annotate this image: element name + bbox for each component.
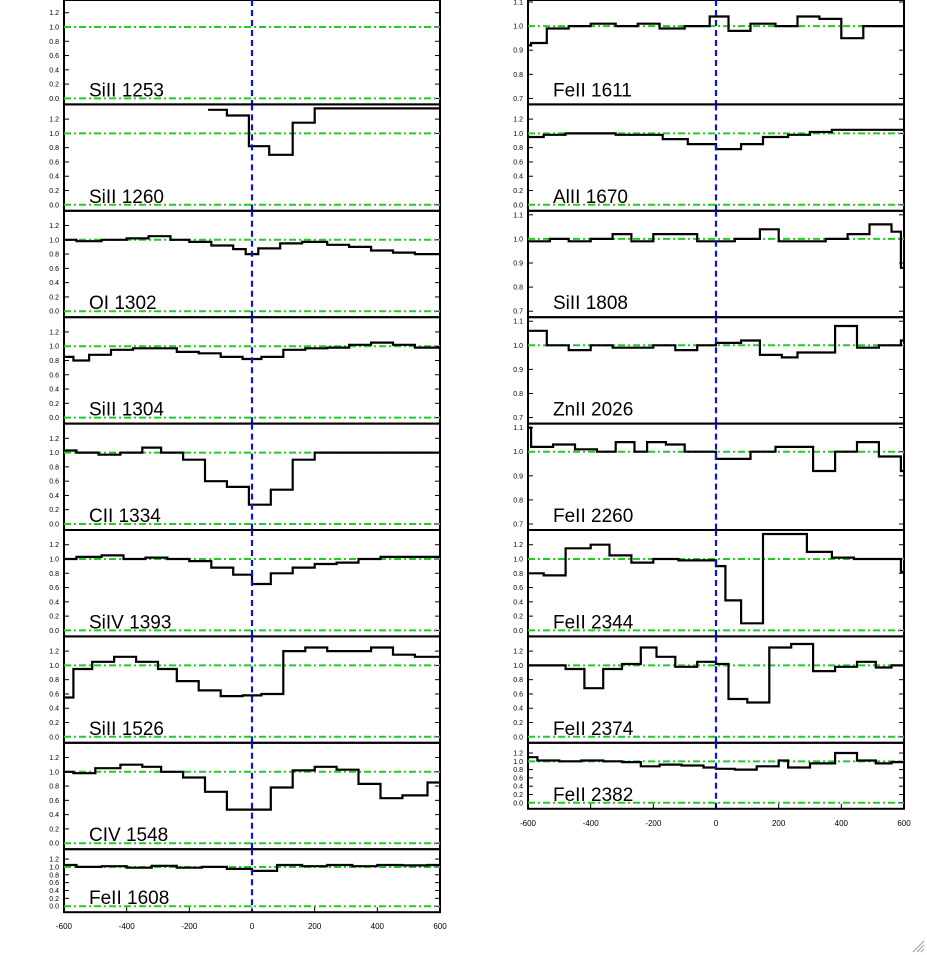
y-tick-label: 0.8: [513, 71, 523, 79]
y-tick-label: 0.6: [513, 691, 523, 699]
panel-oi-1302: [49, 211, 440, 317]
y-tick-label: 1.1: [513, 318, 523, 326]
ion-label: SiII 1260: [89, 186, 164, 208]
y-tick-label: 0.8: [513, 284, 523, 292]
y-tick-label: 1.2: [49, 648, 59, 656]
y-tick-label: 0.6: [513, 775, 523, 783]
y-tick-label: 0.8: [49, 357, 59, 365]
y-tick-label: 0.8: [513, 391, 523, 398]
panel-alii-1670: [513, 104, 904, 210]
y-tick-label: 0.4: [49, 705, 59, 713]
y-tick-label: 0.8: [513, 767, 523, 775]
panel-feii-1608: [49, 849, 447, 931]
panel-siii-1253: [49, 0, 440, 104]
y-tick-label: 1.0: [513, 23, 523, 31]
y-tick-label: 0.0: [49, 840, 59, 848]
y-tick-label: 0.2: [49, 613, 59, 621]
y-tick-label: 1.0: [49, 130, 59, 138]
y-tick-label: 1.0: [513, 130, 523, 138]
y-tick-label: 0.4: [513, 599, 523, 607]
y-tick-label: 1.2: [49, 755, 59, 763]
y-tick-label: 0.8: [49, 570, 59, 578]
y-tick-label: 1.2: [513, 648, 523, 656]
ion-label: FeII 2344: [553, 612, 634, 634]
y-tick-label: 1.0: [49, 343, 59, 351]
y-tick-label: 0.6: [49, 159, 59, 167]
y-tick-label: 1.0: [49, 662, 59, 670]
y-tick-label: 0.8: [49, 872, 59, 880]
y-tick-label: 0.9: [513, 473, 523, 481]
y-tick-label: 1.1: [513, 425, 523, 433]
y-tick-label: 0.0: [49, 202, 59, 210]
x-tick-label: -400: [118, 922, 135, 932]
x-tick-label: -400: [582, 818, 599, 828]
panel-feii-2374: [513, 636, 904, 742]
ion-label: SiII 1304: [89, 399, 164, 421]
y-tick-label: 0.4: [49, 492, 59, 500]
y-tick-label: 0.4: [49, 280, 59, 288]
x-tick-label: 200: [307, 922, 322, 932]
x-tick-label: -200: [181, 922, 198, 932]
y-tick-label: 0.2: [49, 895, 59, 903]
y-tick-label: 1.2: [49, 542, 59, 550]
panel-feii-2344: [513, 530, 904, 636]
y-tick-label: 0.2: [513, 188, 523, 196]
x-tick-label: 0: [249, 922, 255, 932]
ion-label: FeII 1611: [553, 80, 632, 102]
y-tick-label: 1.0: [513, 758, 523, 766]
y-tick-label: 0.4: [49, 173, 59, 181]
y-tick-label: 0.0: [513, 627, 523, 635]
y-tick-label: 0.0: [49, 734, 59, 742]
y-tick-label: 0.8: [49, 145, 59, 153]
y-tick-label: 0.8: [49, 464, 59, 472]
y-tick-label: 1.0: [49, 450, 59, 458]
panel-siii-1304: [49, 317, 440, 423]
y-tick-label: 0.8: [49, 783, 59, 791]
y-tick-label: 1.0: [49, 769, 59, 777]
x-tick-label: -600: [55, 922, 73, 932]
y-tick-label: 0.7: [513, 521, 523, 529]
panel-siii-1260: [49, 104, 440, 210]
y-tick-label: 0.0: [49, 308, 59, 316]
y-tick-label: 0.7: [513, 308, 523, 316]
x-tick-label: 400: [370, 922, 385, 932]
y-tick-label: 1.2: [513, 116, 523, 124]
y-tick-label: 0.0: [513, 800, 523, 808]
y-tick-label: 1.0: [513, 449, 523, 457]
y-tick-label: 0.8: [49, 251, 59, 259]
panel-znii-2026: [513, 317, 904, 423]
x-tick-label: 600: [433, 922, 447, 932]
y-tick-label: 0.9: [513, 260, 523, 268]
y-tick-label: 0.8: [49, 38, 59, 46]
y-tick-label: 1.0: [49, 556, 59, 564]
ion-label: OI 1302: [89, 293, 157, 315]
ion-label: FeII 2260: [553, 506, 634, 527]
y-tick-label: 1.0: [49, 864, 59, 872]
y-tick-label: 0.2: [49, 826, 59, 834]
ion-label: SiII 1526: [89, 718, 164, 740]
y-tick-label: 1.1: [513, 0, 523, 7]
y-tick-label: 0.6: [513, 159, 523, 167]
y-tick-label: 0.6: [513, 585, 523, 593]
spectrum-line-siii-1260: [208, 108, 440, 154]
ion-label: AlII 1670: [553, 186, 628, 208]
y-tick-label: 0.6: [49, 265, 59, 273]
y-tick-label: 0.2: [49, 720, 59, 728]
y-tick-label: 0.2: [513, 613, 523, 621]
panel-feii-2260: [513, 424, 904, 530]
y-tick-label: 0.6: [49, 53, 59, 61]
panel-feii-2382: [513, 743, 911, 828]
y-tick-label: 1.2: [513, 542, 523, 550]
y-tick-label: 0.7: [513, 95, 523, 103]
x-tick-label: -600: [519, 818, 537, 828]
y-tick-label: 0.0: [49, 95, 59, 103]
spectrum-line-feii-2374: [528, 644, 904, 703]
y-tick-label: 1.0: [513, 236, 523, 244]
y-tick-label: 0.9: [513, 366, 523, 374]
y-tick-label: 0.2: [49, 400, 59, 408]
y-tick-label: 1.0: [513, 342, 523, 350]
y-tick-label: 0.4: [513, 173, 523, 181]
y-tick-label: 1.2: [49, 223, 59, 231]
y-tick-label: 0.4: [49, 812, 59, 820]
y-tick-label: 1.1: [513, 212, 523, 220]
y-tick-label: 0.2: [513, 792, 523, 800]
y-tick-label: 0.6: [49, 797, 59, 805]
ion-label: FeII 1608: [89, 888, 170, 910]
y-tick-label: 0.4: [49, 599, 59, 607]
y-tick-label: 0.8: [513, 677, 523, 685]
y-tick-label: 0.4: [49, 67, 59, 75]
spectrum-line-feii-2344: [528, 534, 904, 623]
y-tick-label: 0.2: [49, 294, 59, 302]
panel-siii-1808: [513, 211, 904, 317]
y-tick-label: 0.6: [49, 585, 59, 593]
y-tick-label: 1.2: [49, 329, 59, 337]
y-tick-label: 0.6: [49, 372, 59, 380]
y-tick-label: 0.2: [513, 720, 523, 728]
x-tick-label: 600: [897, 818, 911, 828]
y-tick-label: 0.4: [49, 386, 59, 394]
y-tick-label: 0.8: [513, 145, 523, 153]
y-tick-label: 1.0: [513, 556, 523, 564]
y-tick-label: 0.4: [513, 783, 523, 791]
panel-feii-1611: [513, 0, 904, 104]
ion-label: FeII 2382: [553, 784, 634, 806]
x-tick-label: 0: [713, 818, 719, 828]
y-tick-label: 1.0: [49, 24, 59, 32]
y-tick-label: 0.2: [49, 188, 59, 196]
ion-label: ZnII 2026: [553, 399, 634, 421]
y-tick-label: 0.0: [513, 202, 523, 210]
y-tick-label: 1.2: [49, 856, 59, 864]
y-tick-label: 0.0: [49, 521, 59, 529]
panel-siiv-1393: [49, 530, 440, 636]
y-tick-label: 0.8: [513, 497, 523, 505]
y-tick-label: 1.2: [513, 750, 523, 758]
y-tick-label: 0.9: [513, 47, 523, 55]
ion-label: FeII 2374: [553, 718, 634, 740]
y-tick-label: 0.0: [513, 734, 523, 742]
y-tick-label: 1.0: [49, 237, 59, 245]
panel-cii-1334: [49, 424, 440, 530]
y-tick-label: 0.6: [49, 478, 59, 486]
y-tick-label: 0.0: [49, 627, 59, 635]
ion-label: SiIV 1393: [89, 612, 172, 634]
x-tick-label: 200: [771, 818, 786, 828]
y-tick-label: 0.7: [513, 415, 523, 423]
resize-grip-icon[interactable]: [911, 939, 925, 953]
y-tick-label: 1.2: [49, 116, 59, 124]
y-tick-label: 1.2: [49, 10, 59, 18]
y-tick-label: 0.0: [49, 903, 59, 911]
ion-label: SiII 1253: [89, 80, 164, 102]
y-tick-label: 0.2: [49, 81, 59, 89]
ion-label: CIV 1548: [89, 825, 169, 847]
y-tick-label: 0.6: [49, 880, 59, 888]
y-tick-label: 0.0: [49, 415, 59, 423]
y-tick-label: 0.4: [49, 887, 59, 895]
y-tick-label: 1.2: [49, 435, 59, 443]
panel-siii-1526: [49, 636, 440, 742]
y-tick-label: 1.0: [513, 662, 523, 670]
y-tick-label: 0.2: [49, 507, 59, 515]
y-tick-label: 0.8: [513, 570, 523, 578]
x-tick-label: 400: [834, 818, 849, 828]
y-tick-label: 0.6: [49, 691, 59, 699]
y-tick-label: 0.4: [513, 705, 523, 713]
ion-label: SiII 1808: [553, 293, 628, 315]
panel-civ-1548: [49, 743, 440, 849]
ion-label: CII 1334: [89, 506, 161, 527]
y-tick-label: 0.8: [49, 677, 59, 685]
x-tick-label: -200: [645, 818, 662, 828]
